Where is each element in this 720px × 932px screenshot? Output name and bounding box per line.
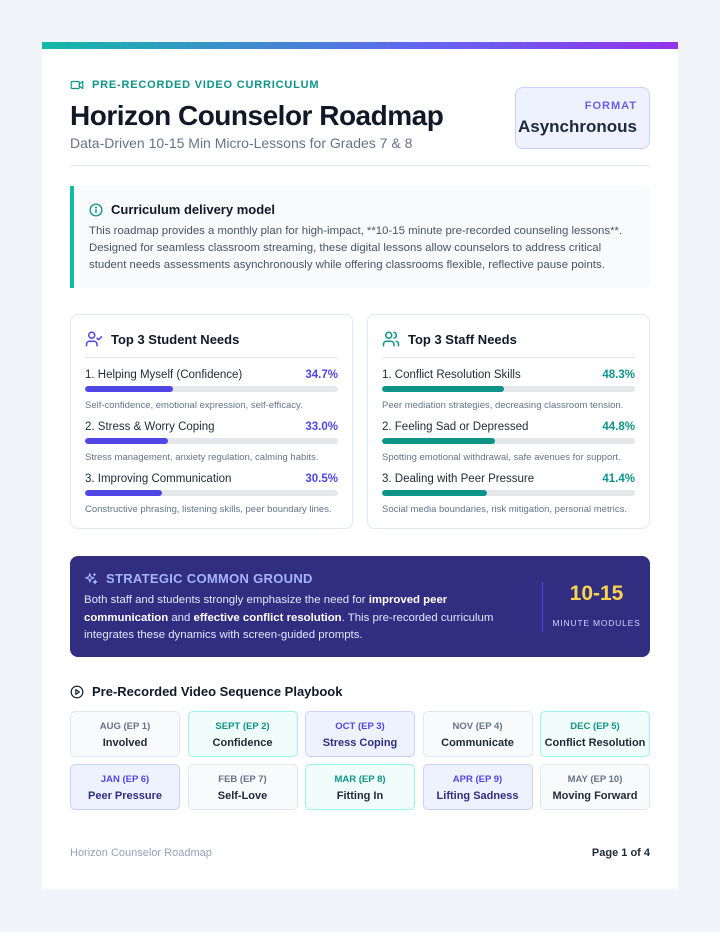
module-length-stat xyxy=(542,582,650,632)
need-label: 3. Dealing with Peer Pressure xyxy=(382,473,535,485)
staff-needs-card xyxy=(367,314,650,529)
playbook-title: Pre-Recorded Video Sequence Playbook xyxy=(92,684,343,699)
page-header xyxy=(42,49,678,166)
need-description: Social media boundaries, risk mitigation, personal metrics. xyxy=(382,504,627,515)
page-footer xyxy=(70,847,650,859)
need-item xyxy=(382,473,635,515)
need-item xyxy=(85,369,338,411)
student-needs-list xyxy=(85,369,338,515)
playbook-heading xyxy=(70,684,342,699)
format-badge xyxy=(515,87,650,149)
need-percent: 34.7% xyxy=(305,369,338,381)
episode-card xyxy=(540,711,650,757)
episode-grid xyxy=(70,711,650,810)
need-description: Self-confidence, emotional expression, self-efficacy. xyxy=(85,400,303,411)
stat-value: 10-15 xyxy=(569,582,624,605)
need-row xyxy=(85,421,338,433)
episode-month: OCT (EP 3) xyxy=(335,721,385,732)
episode-card xyxy=(70,764,180,810)
need-progress-fill xyxy=(382,386,504,392)
student-needs-card xyxy=(70,314,353,529)
callout-title: Curriculum delivery model xyxy=(111,202,275,217)
need-progress-bar xyxy=(382,386,635,392)
need-percent: 41.4% xyxy=(602,473,635,485)
episode-month: SEPT (EP 2) xyxy=(215,721,270,732)
episode-topic: Communicate xyxy=(441,737,514,749)
episode-card xyxy=(70,711,180,757)
strategic-text-1: Both staff and students strongly emphasize the need for xyxy=(84,594,369,606)
need-description: Peer mediation strategies, decreasing classroom tension. xyxy=(382,400,624,411)
need-description: Stress management, anxiety regulation, calming habits. xyxy=(85,452,319,463)
footer-doc-title: Horizon Counselor Roadmap xyxy=(70,847,212,859)
need-row xyxy=(382,473,635,485)
episode-topic: Peer Pressure xyxy=(88,790,162,802)
student-needs-heading xyxy=(85,330,338,358)
need-item xyxy=(382,421,635,463)
need-progress-fill xyxy=(85,490,162,496)
page-subtitle: Data-Driven 10-15 Min Micro-Lessons for Grades 7 & 8 xyxy=(70,135,413,151)
student-needs-title: Top 3 Student Needs xyxy=(111,331,240,347)
episode-month: DEC (EP 5) xyxy=(570,721,620,732)
need-progress-bar xyxy=(382,490,635,496)
need-item xyxy=(85,473,338,515)
need-percent: 33.0% xyxy=(305,421,338,433)
need-label: 1. Helping Myself (Confidence) xyxy=(85,369,243,381)
need-progress-fill xyxy=(85,386,173,392)
need-label: 1. Conflict Resolution Skills xyxy=(382,369,521,381)
user-check-icon xyxy=(85,330,103,348)
need-row xyxy=(382,421,635,433)
staff-needs-title: Top 3 Staff Needs xyxy=(408,331,517,347)
staff-needs-heading xyxy=(382,330,635,358)
episode-month: MAR (EP 8) xyxy=(334,774,386,785)
episode-month: NOV (EP 4) xyxy=(452,721,503,732)
episode-topic: Stress Coping xyxy=(322,737,398,749)
episode-card xyxy=(540,764,650,810)
strategic-body xyxy=(84,592,524,645)
episode-month: FEB (EP 7) xyxy=(218,774,267,785)
need-label: 2. Stress & Worry Coping xyxy=(85,421,215,433)
roadmap-page xyxy=(42,42,678,889)
need-percent: 48.3% xyxy=(602,369,635,381)
need-progress-bar xyxy=(85,490,338,496)
episode-month: AUG (EP 1) xyxy=(99,721,151,732)
stat-unit: MINUTE MODULES xyxy=(552,618,641,628)
episode-card xyxy=(305,764,415,810)
eyebrow-text: PRE-RECORDED VIDEO CURRICULUM xyxy=(92,79,320,91)
episode-topic: Involved xyxy=(102,737,148,749)
eyebrow xyxy=(70,78,319,92)
episode-card xyxy=(423,764,533,810)
need-percent: 44.8% xyxy=(602,421,635,433)
staff-needs-list xyxy=(382,369,635,515)
format-label: FORMAT xyxy=(584,100,637,112)
gradient-top-bar xyxy=(42,42,678,49)
users-icon xyxy=(382,330,400,348)
strategic-highlight-1: improved peer communication xyxy=(84,594,448,624)
strategic-common-ground xyxy=(70,556,650,657)
need-progress-bar xyxy=(85,386,338,392)
need-progress-fill xyxy=(382,490,487,496)
episode-topic: Conflict Resolution xyxy=(544,737,646,749)
need-description: Constructive phrasing, listening skills, peer boundary lines. xyxy=(85,504,332,515)
episode-card xyxy=(423,711,533,757)
strategic-text-3: . This pre-recorded curriculum integrates these dynamics with screen-guided prompts. xyxy=(84,611,494,641)
need-item xyxy=(85,421,338,463)
episode-card xyxy=(188,711,298,757)
need-progress-fill xyxy=(382,438,495,444)
need-item xyxy=(382,369,635,411)
callout-heading xyxy=(89,202,634,217)
episode-topic: Fitting In xyxy=(336,790,384,802)
episode-month: MAY (EP 10) xyxy=(567,774,623,785)
need-progress-fill xyxy=(85,438,168,444)
header-divider xyxy=(70,165,650,166)
need-row xyxy=(85,369,338,381)
need-percent: 30.5% xyxy=(305,473,338,485)
sparkles-icon xyxy=(84,572,98,586)
need-row xyxy=(382,369,635,381)
strategic-text-2: and xyxy=(168,611,194,624)
need-row xyxy=(85,473,338,485)
episode-month: JAN (EP 6) xyxy=(100,774,150,785)
episode-topic: Moving Forward xyxy=(552,790,638,802)
format-value: Asynchronous xyxy=(517,117,637,136)
need-label: 3. Improving Communication xyxy=(85,473,232,485)
need-progress-bar xyxy=(382,438,635,444)
video-camera-icon xyxy=(70,78,84,92)
episode-topic: Lifting Sadness xyxy=(436,790,519,802)
episode-card xyxy=(188,764,298,810)
episode-card xyxy=(305,711,415,757)
need-progress-bar xyxy=(85,438,338,444)
page-number: Page 1 of 4 xyxy=(591,847,650,859)
delivery-model-callout xyxy=(70,186,650,288)
need-description: Spotting emotional withdrawal, safe avenues for support. xyxy=(382,452,621,463)
callout-body: This roadmap provides a monthly plan for high-impact, **10-15 minute pre-recorded counseling lessons**. Designed for seamless classroom streaming, these digital lessons allow counselors to address critical student needs assessments asynchronously while offering classrooms flexible, reflective pause points. xyxy=(89,225,623,271)
info-icon xyxy=(89,203,103,217)
strategic-title: STRATEGIC COMMON GROUND xyxy=(106,571,313,586)
play-circle-icon xyxy=(70,685,84,699)
page-title: Horizon Counselor Roadmap xyxy=(70,100,444,131)
episode-topic: Confidence xyxy=(212,737,273,749)
strategic-highlight-2: effective conflict resolution xyxy=(193,611,342,624)
episode-topic: Self-Love xyxy=(217,790,268,802)
episode-month: APR (EP 9) xyxy=(452,774,503,785)
need-label: 2. Feeling Sad or Depressed xyxy=(382,421,529,433)
